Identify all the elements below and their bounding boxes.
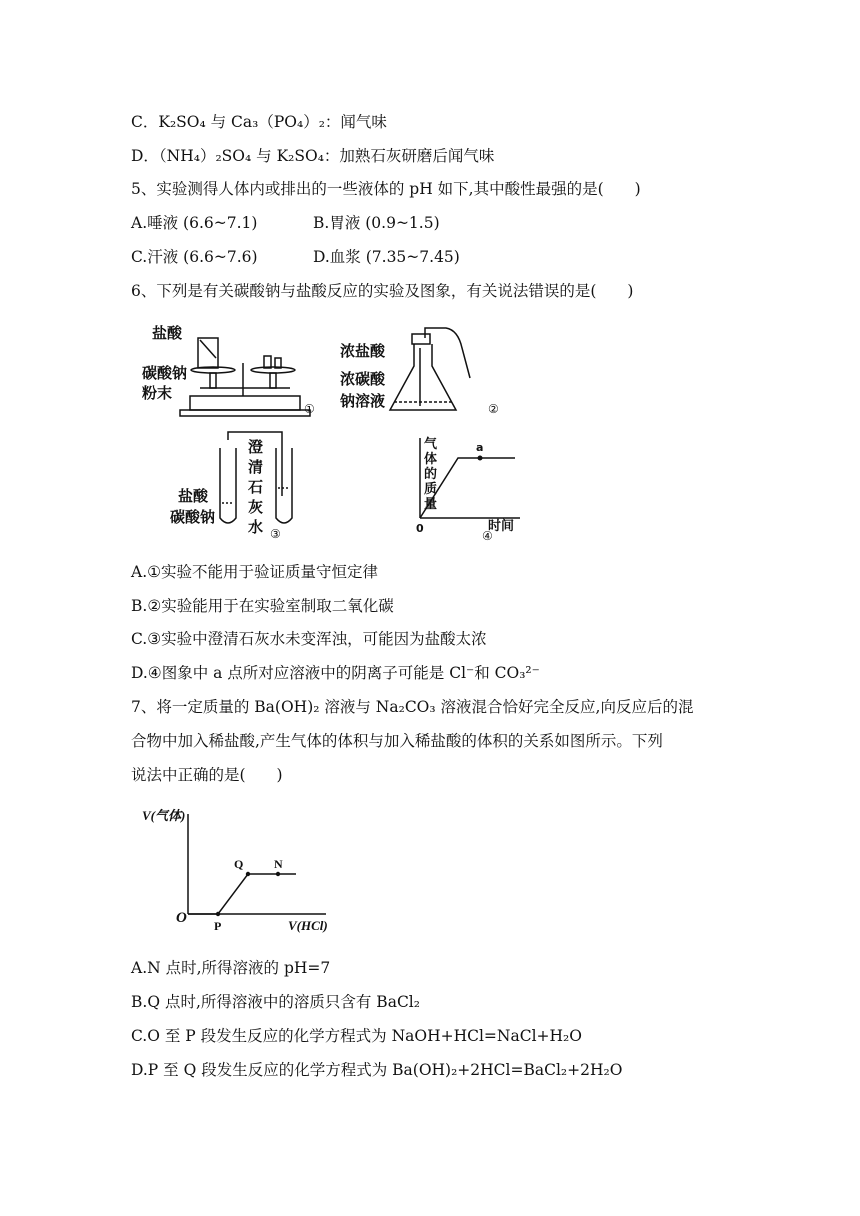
- fig3-number: ③: [270, 527, 281, 541]
- q6-option-c: C.③实验中澄清石灰水未变浑浊，可能因为盐酸太浓: [131, 630, 487, 648]
- point-label-q: Q: [234, 857, 244, 871]
- fig2-solution-label-2: 钠溶液: [340, 392, 386, 410]
- fig1-powder-label-1: 碳酸钠: [142, 364, 188, 382]
- fig3-carbonate-label: 碳酸钠: [170, 508, 216, 526]
- fig4-ylabel-3: 质: [424, 482, 438, 497]
- fig4-origin: 0: [416, 522, 424, 535]
- fig1-powder-label-2: 粉末: [142, 384, 173, 402]
- chart-axes: [188, 814, 326, 914]
- fig3-acid-label: 盐酸: [178, 487, 209, 505]
- q7-option-c: C.O 至 P 段发生反应的化学方程式为 NaOH+HCl=NaCl+H₂O: [131, 1027, 582, 1045]
- fig3-lime-char-2: 石: [248, 478, 264, 496]
- q4-option-d: D．（NH₄）₂SO₄ 与 K₂SO₄：加熟石灰研磨后闻气味: [131, 147, 495, 165]
- q7-stem-line-3: 说法中正确的是( ): [131, 766, 283, 784]
- series-line: [188, 874, 296, 914]
- graph-point-a: [478, 456, 483, 461]
- fig4-ylabel-0: 气: [424, 437, 438, 452]
- q7-stem-line-1: 7、将一定质量的 Ba(OH)₂ 溶液与 Na₂CO₃ 溶液混合恰好完全反应,向反应后的混: [131, 698, 694, 716]
- q5-option-a: A.唾液 (6.6~7.1): [131, 214, 258, 232]
- point-q: [246, 872, 250, 876]
- fig2-number: ②: [488, 402, 499, 416]
- chart-marks: [188, 857, 296, 933]
- q6-experiment-figure: [140, 318, 540, 544]
- fig4-point-label: a: [476, 441, 484, 454]
- fig3-lime-char-1: 清: [248, 458, 264, 476]
- point-label-n: N: [274, 857, 283, 871]
- chart-origin-label: O: [176, 910, 187, 926]
- fig1-acid-label: 盐酸: [152, 324, 183, 342]
- q6-stem: 6、下列是有关碳酸钠与盐酸反应的实验及图象，有关说法错误的是( ): [131, 282, 634, 300]
- fig4-ylabel-4: 量: [424, 497, 438, 512]
- fig2-solution-label-1: 浓碳酸: [340, 370, 386, 388]
- q7-option-d: D.P 至 Q 段发生反应的化学方程式为 Ba(OH)₂+2HCl=BaCl₂+2H₂O: [131, 1061, 623, 1079]
- point-n: [276, 872, 280, 876]
- chart-ylabel: V(气体): [142, 808, 186, 823]
- q7-stem-line-2: 合物中加入稀盐酸,产生气体的体积与加入稀盐酸的体积的关系如图所示。下列: [131, 732, 663, 750]
- balance-apparatus: [180, 338, 310, 416]
- fig3-lime-char-0: 澄: [248, 438, 264, 456]
- q6-option-a: A.①实验不能用于验证质量守恒定律: [131, 563, 379, 581]
- fig4-number: ④: [482, 529, 493, 543]
- fig4-xlabel: 时间: [488, 519, 515, 534]
- q7-gas-volume-chart: [130, 796, 370, 942]
- q4-option-c: C．K₂SO₄ 与 Ca₃（PO₄）₂：闻气味: [131, 113, 387, 131]
- point-label-p: P: [214, 919, 222, 933]
- fig1-number: ①: [304, 402, 315, 416]
- q5-option-b: B.胃液 (0.9~1.5): [313, 214, 440, 232]
- q5-option-c: C.汗液 (6.6~7.6): [131, 248, 258, 266]
- fig4-ylabel-1: 体: [424, 452, 438, 467]
- flask-apparatus: [390, 328, 470, 410]
- fig4-ylabel-2: 的: [424, 467, 438, 482]
- q7-option-a: A.N 点时,所得溶液的 pH=7: [131, 959, 331, 977]
- fig3-lime-char-4: 水: [248, 518, 264, 536]
- chart-xlabel: V(HCl): [288, 918, 328, 933]
- q6-option-d: D.④图象中 a 点所对应溶液中的阴离子可能是 Cl⁻和 CO₃²⁻: [131, 664, 540, 682]
- fig3-lime-char-3: 灰: [248, 498, 264, 516]
- q5-stem: 5、实验测得人体内或排出的一些液体的 pH 如下,其中酸性最强的是( ): [131, 180, 641, 198]
- point-p: [216, 912, 220, 916]
- q5-option-d: D.血浆 (7.35~7.45): [313, 248, 460, 266]
- q7-option-b: B.Q 点时,所得溶液中的溶质只含有 BaCl₂: [131, 993, 420, 1011]
- q6-option-b: B.②实验能用于在实验室制取二氧化碳: [131, 597, 394, 615]
- fig2-acid-label: 浓盐酸: [340, 342, 386, 360]
